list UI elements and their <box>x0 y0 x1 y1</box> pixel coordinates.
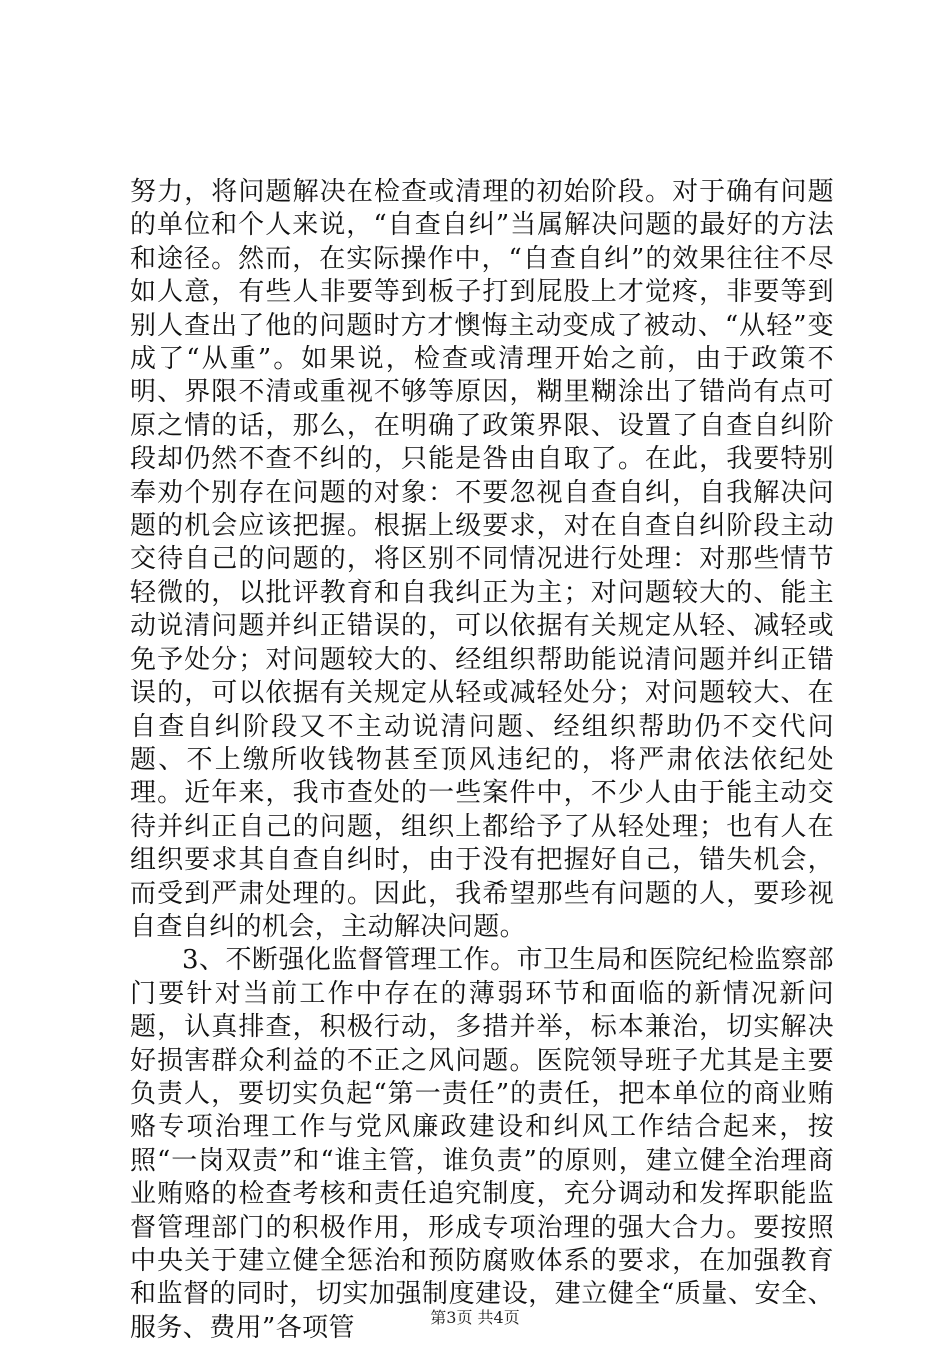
page-number-footer: 第3页 共4页 <box>430 1308 520 1327</box>
paragraph-continuation: 努力，将问题解决在检查或清理的初始阶段。对于确有问题的单位和个人来说，“自查自纠”当属解决问题的最好的方法和途径。然而，在实际操作中，“自查自纠”的效果往往不尽如人意，有些人非要等到板子打到屁股上才觉疼，非要等到别人查出了他的问题时方才懊悔主动变成了被动、“从轻”变成了“从重”。如果说，检查或清理开始之前，由于政策不明、界限不清或重视不够等原因，糊里糊涂出了错尚有点可原之情的话，那么，在明确了政策界限、设置了自查自纠阶段却仍然不查不纠的，只能是咎由自取了。在此，我要特别奉劝个别存在问题的对象：不要忽视自查自纠，自我解决问题的机会应该把握。根据上级要求，对在自查自纠阶段主动交待自己的问题的，将区别不同情况进行处理：对那些情节轻微的，以批评教育和自我纠正为主；对问题较大的、能主动说清问题并纠正错误的，可以依据有关规定从轻、减轻或免予处分；对问题较大的、经组织帮助能说清问题并纠正错误的，可以依据有关规定从轻或减轻处分；对问题较大、在自查自纠阶段又不主动说清问题、经组织帮助仍不交代问题、不上缴所收钱物甚至顶风违纪的，将严肃依法依纪处理。近年来，我市查处的一些案件中，不少人由于能主动交待并纠正自己的问题，组织上都给予了从轻处理；也有人在组织要求其自查自纠时，由于没有把握好自己，错失机会，而受到严肃处理的。因此，我希望那些有问题的人，要珍视自查自纠的机会，主动解决问题。 <box>130 177 834 942</box>
paragraph-section-3: 3、不断强化监督管理工作。市卫生局和医院纪检监察部门要针对当前工作中存在的薄弱环节和面临的新情况新问题，认真排查，积极行动，多措并举，标本兼治，切实解决好损害群众利益的不正之风问题。医院领导班子尤其是主要负责人，要切实负起“第一责任”的责任，把本单位的商业贿赂专项治理工作与党风廉政建设和纠风工作结合起来，按照“一岗双责”和“谁主管，谁负责”的原则，建立健全治理商业贿赂的检查考核和责任追究制度，充分调动和发挥职能监督管理部门的积极作用，形成专项治理的强大合力。要按照中央关于建立健全惩治和预防腐败体系的要求，在加强教育和监督的同时，切实加强制度建设，建立健全“质量、安全、服务、费用”各项管 <box>130 945 834 1343</box>
document-body <box>130 176 834 1345</box>
